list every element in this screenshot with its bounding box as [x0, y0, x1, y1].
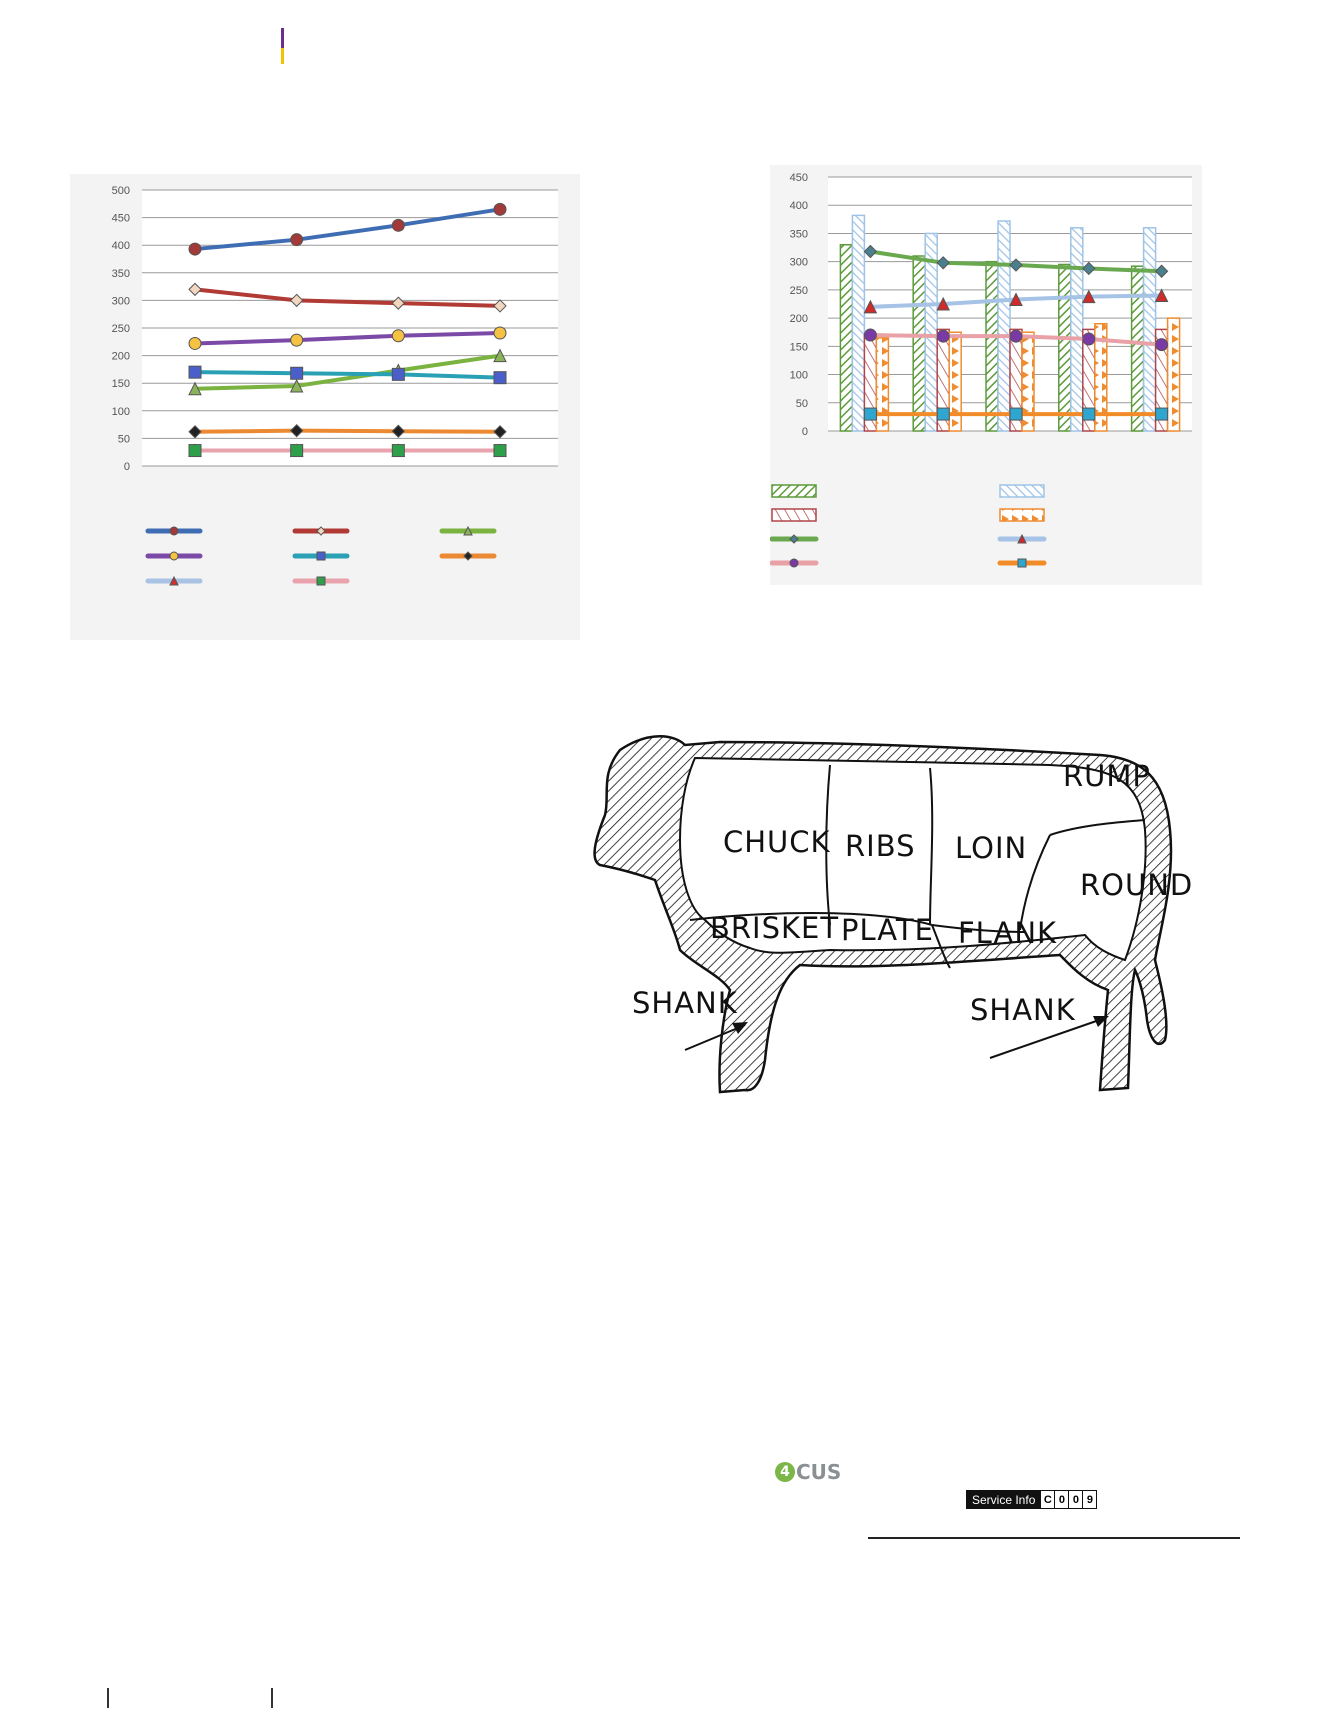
bar — [1168, 318, 1180, 431]
data-point — [291, 334, 303, 346]
legend-marker — [790, 535, 798, 543]
y-tick-label: 150 — [111, 378, 130, 391]
data-point — [189, 243, 201, 255]
data-point — [864, 408, 876, 420]
label-plate: PLATE — [841, 913, 934, 947]
data-point — [392, 368, 404, 380]
y-tick-label: 50 — [117, 433, 130, 446]
legend-marker — [464, 552, 472, 560]
accent-bar-yellow — [281, 48, 284, 64]
data-point — [189, 337, 201, 349]
data-point — [291, 367, 303, 379]
bar — [986, 262, 998, 431]
legend-swatch — [772, 509, 816, 521]
y-tick-label: 450 — [789, 172, 808, 184]
y-tick-label: 0 — [123, 461, 130, 473]
y-tick-label: 450 — [111, 212, 130, 225]
data-point — [1083, 408, 1095, 420]
y-tick-label: 0 — [801, 426, 808, 438]
y-tick-label: 250 — [789, 284, 808, 297]
footer-tick-right — [271, 1688, 273, 1708]
cow-illustration — [580, 720, 1220, 1110]
y-tick-label: 50 — [795, 397, 808, 410]
combo-chart-panel — [770, 165, 1202, 585]
y-tick-label: 400 — [789, 200, 808, 213]
bar — [1022, 332, 1034, 431]
label-rump: RUMP — [1063, 759, 1151, 793]
data-point — [937, 330, 949, 342]
accent-bar-purple — [281, 28, 284, 48]
data-point — [494, 327, 506, 339]
bar — [852, 215, 864, 431]
bar — [949, 332, 961, 431]
line-chart-panel — [70, 174, 580, 640]
data-point — [1083, 333, 1095, 345]
data-point — [1010, 330, 1022, 342]
label-chuck: CHUCK — [723, 825, 831, 859]
service-code-cell: 0 — [1068, 1490, 1083, 1509]
bar — [876, 338, 888, 431]
y-tick-label: 300 — [111, 295, 130, 308]
label-flank: FLANK — [958, 916, 1058, 950]
data-point — [937, 408, 949, 420]
y-tick-label: 100 — [111, 405, 130, 418]
label-shank-front: SHANK — [632, 986, 738, 1020]
legend-marker — [317, 527, 325, 535]
data-point — [494, 203, 506, 215]
line-chart — [70, 174, 580, 640]
y-tick-label: 350 — [111, 267, 130, 280]
bar — [1059, 264, 1071, 431]
label-brisket: BRISKET — [710, 911, 840, 945]
bar — [840, 245, 852, 431]
data-point — [392, 219, 404, 231]
data-point — [291, 445, 303, 457]
legend-swatch — [772, 485, 816, 497]
service-code-cell: C — [1040, 1490, 1055, 1509]
logo-text: CUS — [796, 1460, 842, 1484]
service-code-cell: 9 — [1082, 1490, 1097, 1509]
y-tick-label: 400 — [111, 240, 130, 253]
data-point — [494, 445, 506, 457]
y-tick-label: 300 — [789, 256, 808, 269]
data-point — [392, 445, 404, 457]
data-point — [291, 234, 303, 246]
bar — [913, 256, 925, 431]
y-tick-label: 500 — [111, 185, 130, 197]
brand-logo — [775, 1460, 841, 1484]
legend-marker — [790, 559, 798, 567]
legend-marker — [317, 552, 325, 560]
legend-swatch — [1000, 485, 1044, 497]
service-code-cell: 0 — [1054, 1490, 1069, 1509]
legend-marker — [170, 527, 178, 535]
footer-tick-left — [107, 1688, 109, 1708]
bar — [1132, 266, 1144, 431]
y-tick-label: 150 — [789, 341, 808, 354]
legend-swatch — [1000, 509, 1044, 521]
data-point — [1156, 408, 1168, 420]
logo-badge: 4 — [775, 1462, 795, 1482]
legend-marker — [1018, 559, 1026, 567]
footer-rule — [868, 1537, 1240, 1539]
label-round: ROUND — [1080, 868, 1194, 902]
legend-marker — [170, 552, 178, 560]
y-tick-label: 250 — [111, 323, 130, 335]
combo-chart — [770, 165, 1202, 585]
label-shank-rear: SHANK — [970, 993, 1076, 1027]
data-point — [392, 330, 404, 342]
y-tick-label: 200 — [789, 313, 808, 326]
data-point — [1156, 339, 1168, 351]
bar — [1144, 228, 1156, 431]
data-point — [864, 329, 876, 341]
series-line — [195, 431, 500, 432]
data-point — [189, 445, 201, 457]
y-tick-label: 100 — [789, 369, 808, 382]
data-point — [189, 366, 201, 378]
y-tick-label: 350 — [789, 228, 808, 241]
service-info-box — [966, 1490, 1097, 1509]
service-info-label: Service Info — [966, 1490, 1041, 1509]
y-tick-label: 200 — [111, 350, 130, 363]
label-ribs: RIBS — [845, 829, 916, 863]
bar — [998, 221, 1010, 431]
data-point — [1010, 408, 1022, 420]
legend-marker — [317, 577, 325, 585]
label-loin: LOIN — [955, 831, 1028, 865]
beef-cuts-diagram — [580, 720, 1220, 1110]
bar — [1071, 228, 1083, 431]
data-point — [494, 372, 506, 384]
